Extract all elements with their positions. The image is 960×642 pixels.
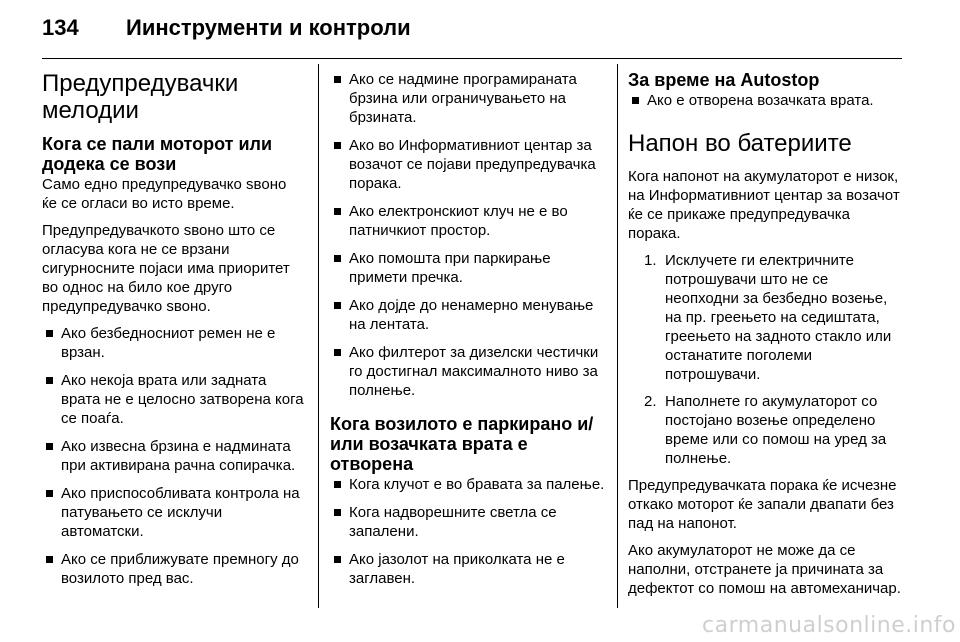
column-divider-1 [318, 64, 319, 608]
header-rule [42, 58, 902, 59]
numbered-list [628, 251, 904, 468]
step-number: 2. [644, 393, 657, 410]
list-item: Ако во Информативниот центар за возачот се појави предупредувачка порака. [330, 136, 606, 193]
paragraph: Предупредувачкото ѕвоно што се огласува кога не се врзани сигурносните појаси има приоритет во однос на било кое друго предупредувачко ѕвоно. [42, 222, 290, 315]
column-1 [42, 70, 304, 597]
bullet-list [330, 475, 606, 588]
paragraph: Кога напонот на акумулаторот е низок, на Информативниот центар за возачот ќе се прикаже предупредувачка порака. [628, 168, 900, 242]
list-item: Ако помошта при паркирање примети пречка. [330, 249, 606, 287]
section-title-warning-chimes: Предупредувачки мелодии [42, 70, 239, 124]
list-item: Ако се приближувате премногу до возилото пред вас. [42, 550, 304, 588]
list-item: Ако е отворена возачката врата. [628, 91, 904, 110]
list-item: Ако дојде до ненамерно менување на лентата. [330, 296, 606, 334]
column-3 [628, 70, 904, 606]
list-item: Ако јазолот на приколката не е заглавен. [330, 550, 606, 588]
subsection-heading-autostop: За време на Autostop [628, 70, 820, 90]
subsection-heading-starting: Кога се пали моторот или додека се вози [42, 134, 273, 174]
bullet-list [330, 70, 606, 400]
page-header [42, 10, 902, 46]
column-divider-2 [617, 64, 618, 608]
list-item: Ако некоја врата или задната врата не е целосно затворена кога се поаѓа. [42, 371, 304, 428]
paragraph: Предупредувачката порака ќе исчезне откако моторот ќе запали двапати без пад на напонот. [628, 477, 897, 532]
step-number: 1. [644, 252, 657, 269]
section-title-battery-voltage: Напон во батериите [628, 130, 852, 157]
list-item: Кога клучот е во бравата за палење. [330, 475, 606, 494]
subsection-heading-parked: Кога возилото е паркирано и/ или возачката врата е отворена [330, 414, 594, 474]
list-item: Ако филтерот за дизелски честички го достигнал максималното ниво за полнење. [330, 343, 606, 400]
running-title: Иинструменти и контроли [126, 15, 411, 40]
list-item: Ако електронскиот клуч не е во патничкиот простор. [330, 202, 606, 240]
paragraph: Ако акумулаторот не може да се наполни, отстранете ја причината за дефектот со помош на автомеханичар. [628, 542, 901, 597]
bullet-list [42, 324, 304, 588]
step-text: Наполнете го акумулаторот со постојано возење определено време или со помош на уред за полнење. [665, 393, 887, 467]
page-number: 134 [42, 15, 79, 40]
numbered-step [628, 251, 904, 384]
list-item: Ако приспособливата контрола на патувањето се исклучи автоматски. [42, 484, 304, 541]
list-item: Кога надворешните светла се запалени. [330, 503, 606, 541]
column-2 [330, 70, 606, 597]
numbered-step [628, 392, 904, 468]
list-item: Ако извесна брзина е надмината при активирана рачна сопирачка. [42, 437, 304, 475]
list-item: Ако се надмине програмираната брзина или ограничувањето на брзината. [330, 70, 606, 127]
list-item: Ако безбедносниот ремен не е врзан. [42, 324, 304, 362]
bullet-list [628, 91, 904, 110]
watermark: carmanualsonline.info [702, 613, 956, 638]
paragraph: Само едно предупредувачко ѕвоно ќе се огласи во исто време. [42, 176, 287, 212]
step-text: Исклучете ги електричните потрошувачи што не се неопходни за безбедно возење, на пр. греењето на седиштата, греењето на задното стакло или останатите поголеми потрошувачи. [665, 252, 892, 383]
